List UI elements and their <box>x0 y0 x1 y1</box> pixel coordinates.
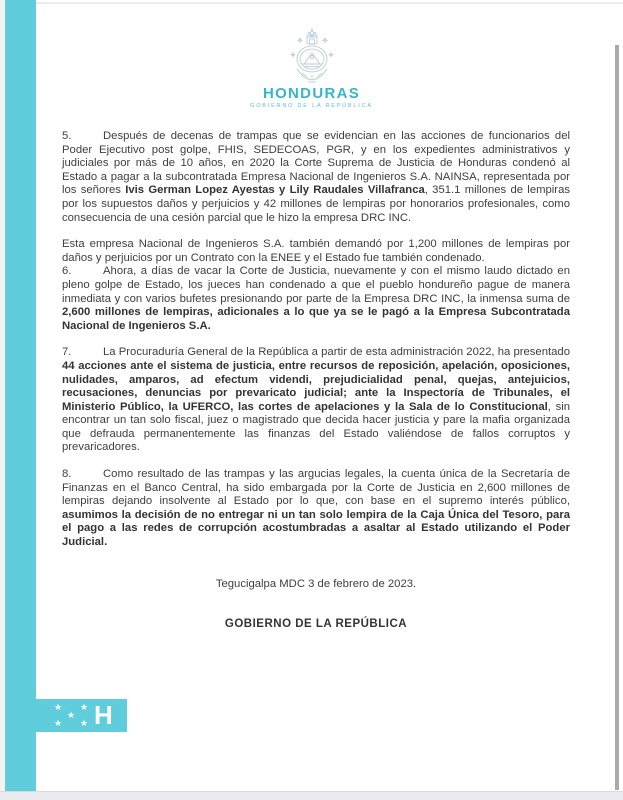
paragraph-text: Ahora, a días de vacar la Corte de Justicia, nuevamente y con el mismo laudo dictado en pleno golpe de Estado, los jueces han condenado a que el pueblo hondureño pague de manera inmediata y con varios bufetes presionando por parte de la Empresa DRC INC, la inmensa suma de <box>62 265 570 305</box>
paragraph-text-bold: 44 acciones ante el sistema de justicia, entre recursos de reposición, apelación, oposiciones, nulidades, amparos, ad efectum videndi, prejudicialidad penal, quejas, antejuicios, recusaciones, denuncias por prevaricato judicial; ante la Inspectoría de Tribunales, el Ministerio Público, la UFERCO, las cortes de apelaciones y la Sala de lo Constitucional <box>62 359 570 413</box>
paragraph-5 <box>62 130 570 225</box>
paragraph-7 <box>62 346 570 455</box>
paragraph-number: 5. <box>62 130 72 142</box>
flag-h-letter: H <box>94 700 113 730</box>
brand-subtitle: GOBIERNO DE LA REPÚBLICA <box>250 103 373 109</box>
paragraph-text: , 351.1 millones de lempiras por los supuestos daños y perjuicios y 42 millones de lempiras por honorarios profesionales, como consecuencia de una cesión parcial que le hizo la empresa DRC INC. <box>62 184 570 224</box>
signature-line: GOBIERNO DE LA REPÚBLICA <box>224 618 408 631</box>
date-line: Tegucigalpa MDC 3 de febrero de 2023. <box>215 577 417 590</box>
honduras-coat-of-arms-icon <box>280 27 344 85</box>
scan-edge-top <box>0 2 623 4</box>
scan-edge-bottom <box>0 791 623 800</box>
star-icon: ★ <box>67 710 76 720</box>
paragraph-unnumbered <box>62 238 570 265</box>
brand-name: HONDURAS <box>262 85 361 102</box>
paragraph-text: Como resultado de las trampas y las argucias legales, la cuenta única de la Secretaría de Finanzas en el Banco Central, ha sido embargada por la Corte de Justicia en 2,600 millones de lempiras dejando insolvente al Estado por lo que, con base en el supremo interés público, <box>62 468 570 508</box>
paragraph-text: , sin encontrar un tan solo fiscal, juez o magistrado que decida hacer justicia y pare la mafia organizada que defrauda permanentemente las finanzas del Estado valiéndose de fallos corruptos y prevaricadores. <box>62 400 571 454</box>
paragraph-6 <box>62 265 570 333</box>
paragraph-text-bold: 2,600 millones de lempiras, adicionales a lo que ya se le pagó a la Empresa Subcontratada Nacional de Ingenieros S.A. <box>62 306 570 332</box>
star-icon: ★ <box>54 702 63 712</box>
paragraph-number: 8. <box>62 468 72 481</box>
paragraph-text-bold: Ivis German Lopez Ayestas y Lily Raudales Villafranca <box>125 184 425 197</box>
star-icon: ★ <box>80 702 89 712</box>
paragraph-text: La Procuraduría General de la República a partir de esta administración 2022, ha presentado <box>103 346 570 359</box>
star-icon: ★ <box>54 718 63 728</box>
paragraph-text: Después de decenas de trampas que se evidencian en las acciones de funcionarios del Poder Ejecutivo post golpe, FHIS, SEDECOAS, PGR, y en los expedientes administrativos y judiciales por más de 10 años, en 2020 la Corte Suprema de Justicia de Honduras condenó al Estado a pagar a la subcontratada Empresa Nacional de Ingenieros S.A. NAINSA, representada por los señores <box>62 130 570 197</box>
paragraph-number: 6. <box>62 265 72 278</box>
paragraph-number: 7. <box>62 346 72 359</box>
document-body <box>62 130 570 632</box>
paragraph-container <box>62 130 570 550</box>
left-accent-bar <box>5 0 36 791</box>
star-icon: ★ <box>80 718 89 728</box>
honduras-flag-logo <box>36 699 127 732</box>
scan-edge-right <box>615 45 619 790</box>
paragraph-text: Esta empresa Nacional de Ingenieros S.A. también demandó por 1,200 millones de lempiras por daños y perjuicios por un Contrato con la ENEE y el Estado fue también condenado. <box>62 238 570 264</box>
paragraph-text-bold: asumimos la decisión de no entregar ni un tan solo lempira de la Caja Única del Tesoro, para el pago a las redes de corrupción acostumbradas a asaltar al Estado utilizando el Poder Judicial. <box>62 508 570 549</box>
paragraph-8 <box>62 468 570 550</box>
